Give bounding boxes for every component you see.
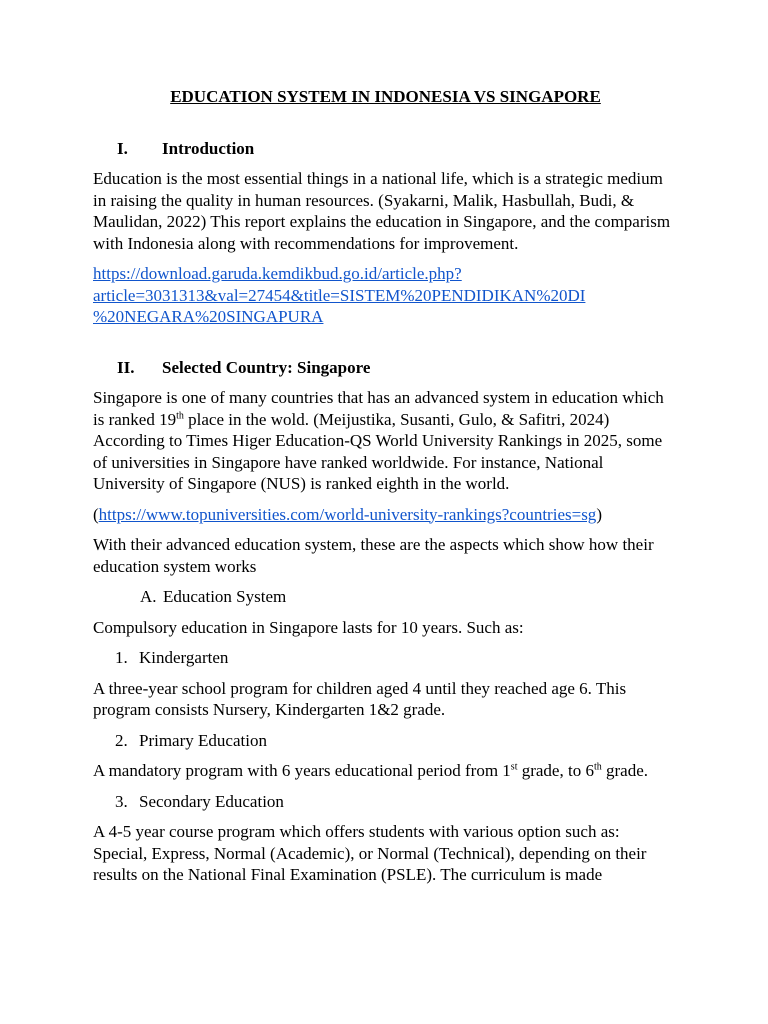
section-spacer	[93, 337, 678, 357]
subheading-letter: A.	[140, 587, 157, 606]
garuda-link-line2: article=3031313&val=27454&title=SISTEM%20PENDIDIKAN%20DI	[93, 285, 586, 305]
list-label: Primary Education	[139, 730, 267, 750]
document-body	[93, 86, 678, 895]
aspects-paragraph: With their advanced education system, these are the aspects which show how their education system works	[93, 535, 654, 576]
paren-close: )	[596, 504, 602, 524]
superscript: st	[510, 761, 518, 773]
compulsory-paragraph: Compulsory education in Singapore lasts for 10 years. Such as:	[93, 617, 524, 637]
list-number: 3.	[115, 791, 128, 811]
singapore-paragraph	[93, 387, 678, 495]
subheading-label: Education System	[163, 587, 287, 606]
primary-text-a: A mandatory program with 6 years educational period from 1	[93, 761, 511, 780]
list-item-primary-education	[115, 730, 678, 752]
subheading-education-system	[140, 586, 678, 608]
primary-text-b: grade, to 6	[517, 761, 594, 780]
paren-open: (	[93, 504, 99, 524]
primary-text-c: grade.	[601, 761, 648, 780]
list-number: 2.	[115, 730, 128, 750]
section-title: Introduction	[162, 138, 255, 158]
singapore-text-a: Singapore is one of many countries that has an advanced system in education which is ranked 19	[93, 388, 664, 429]
topuniversities-link-paragraph	[93, 504, 678, 526]
section-heading-introduction	[93, 138, 678, 160]
garuda-link[interactable]	[93, 264, 585, 326]
section-number: I.	[117, 138, 128, 158]
section-title: Selected Country: Singapore	[162, 357, 371, 377]
garuda-link-line1: https://download.garuda.kemdikbud.go.id/article.php?	[93, 264, 462, 283]
secondary-education-paragraph: A 4-5 year course program which offers students with various option such as: Special, Express, Normal (Academic), or Normal (Technical), depending on their results on the National Final Examination (PSLE). The curriculum is made	[93, 822, 647, 884]
list-number: 1.	[115, 648, 128, 667]
superscript: th	[593, 761, 602, 773]
section-number: II.	[117, 357, 135, 377]
list-item-kindergarten	[115, 647, 678, 669]
list-label: Secondary Education	[139, 791, 284, 811]
document-title: EDUCATION SYSTEM IN INDONESIA VS SINGAPORE	[170, 87, 601, 106]
list-item-secondary-education	[115, 791, 678, 813]
superscript: th	[176, 409, 184, 421]
list-label: Kindergarten	[139, 648, 229, 667]
section-heading-selected-country	[93, 357, 678, 379]
primary-education-paragraph	[93, 760, 678, 782]
introduction-paragraph: Education is the most essential things in a national life, which is a strategic medium in raising the quality in human resources. (Syakarni, Malik, Hasbullah, Budi, & Maulidan, 2022) This report explains the education in Singapore, and the comparism with Indonesia along with recommendations for improvement.	[93, 169, 671, 253]
kindergarten-paragraph: A three-year school program for children aged 4 until they reached age 6. This program consists Nursery, Kindergarten 1&2 grade.	[93, 678, 627, 719]
singapore-text-b: place in the wold. (Meijustika, Susanti, Gulo, & Safitri, 2024) According to Times Higer Education-QS World University Rankings in 2025, some of universities in Singapore have ranked worldwide. For instance, National University of Singapore (NUS) is ranked eighth in the world.	[93, 409, 663, 493]
topuniversities-link[interactable]: https://www.topuniversities.com/world-university-rankings?countries=sg	[98, 504, 597, 524]
garuda-link-line3: %20NEGARA%20SINGAPURA	[93, 307, 324, 326]
garuda-link-paragraph	[93, 263, 678, 328]
